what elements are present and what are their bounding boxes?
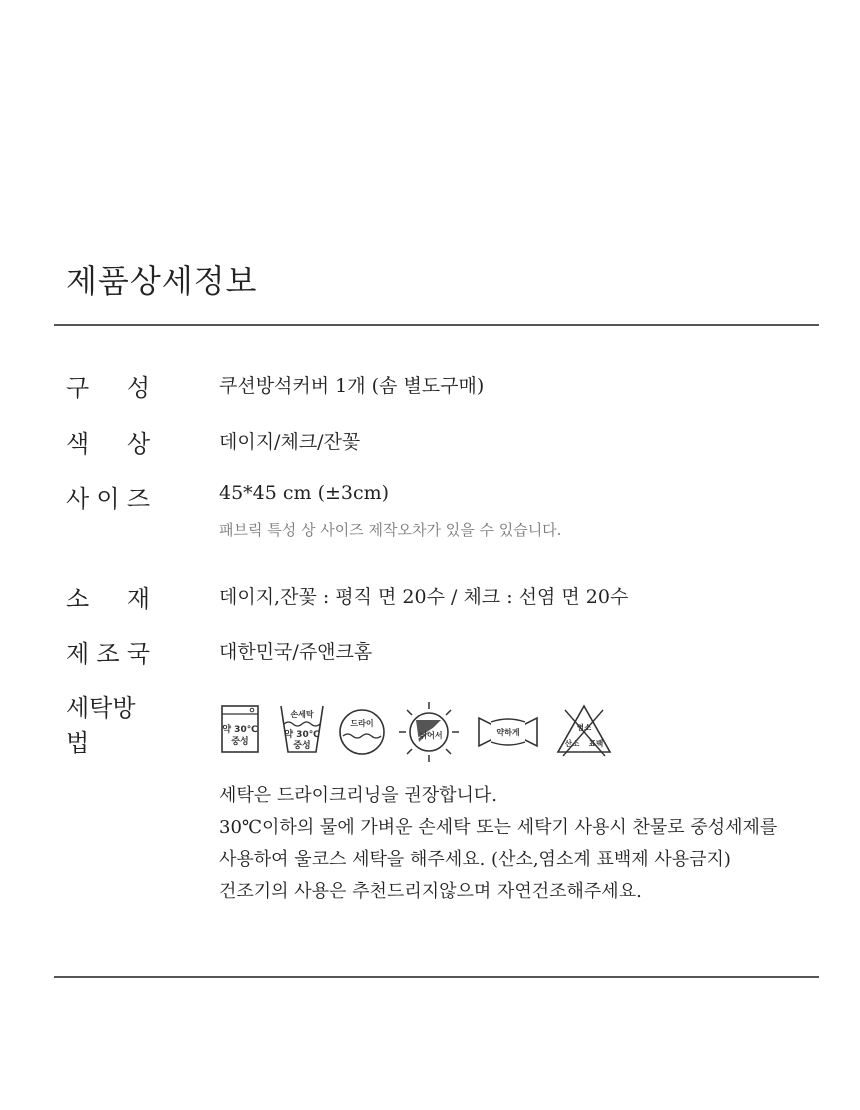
- dry-clean-icon: [337, 700, 387, 762]
- spec-value: 쿠션방석커버 1개 (솜 별도구매): [219, 375, 485, 397]
- spec-label: 제 조 국: [66, 640, 150, 668]
- top-divider: [54, 324, 819, 326]
- shade-dry-icon: [397, 700, 461, 766]
- spec-note: 패브릭 특성 상 사이즈 제작오차가 있을 수 있습니다.: [219, 521, 562, 539]
- svg-text:중성: 중성: [293, 741, 311, 751]
- bottom-divider: [54, 976, 819, 978]
- gentle-wring-icon: [475, 700, 541, 762]
- spec-label: 구 성: [66, 374, 150, 402]
- svg-text:드라이: 드라이: [350, 719, 374, 728]
- no-bleach-icon: [555, 700, 613, 762]
- spec-value: 데이지,잔꽃 : 평직 면 20수 / 체크 : 선염 면 20수: [219, 586, 629, 608]
- spec-value: 대한민국/쥬앤크홈: [219, 641, 373, 663]
- svg-text:산소: 산소: [564, 739, 580, 748]
- hand-wash-30-icon: [277, 700, 327, 762]
- svg-text:중성: 중성: [231, 737, 249, 747]
- care-line: 세탁은 드라이크리닝을 권장합니다.: [219, 785, 497, 806]
- care-instructions: [219, 780, 777, 908]
- spec-label: 세탁방법: [66, 694, 136, 757]
- svg-text:약 30℃: 약 30℃: [222, 725, 258, 735]
- svg-text:뉘어서: 뉘어서: [419, 731, 443, 740]
- care-line: 사용하여 울코스 세탁을 해주세요. (산소,염소계 표백제 사용금지): [219, 849, 731, 870]
- spec-label: 색 상: [66, 430, 150, 458]
- care-line: 30℃이하의 물에 가벼운 손세탁 또는 세탁기 사용시 찬물로 중성세제를: [219, 817, 778, 838]
- spec-label: 소 재: [66, 585, 150, 613]
- svg-text:염소: 염소: [576, 723, 592, 732]
- spec-label: 사 이 즈: [66, 485, 150, 513]
- svg-text:약 30℃: 약 30℃: [284, 730, 320, 740]
- spec-value: 데이지/체크/잔꽃: [219, 431, 361, 453]
- page-title: 제품상세정보: [66, 262, 258, 300]
- care-line: 건조기의 사용은 추천드리지않으며 자연건조해주세요.: [219, 881, 642, 902]
- svg-text:약하게: 약하게: [496, 728, 520, 737]
- spec-value: 45*45 cm (±3cm): [219, 482, 390, 504]
- washing-machine-30-icon: [219, 700, 263, 760]
- svg-text:손세탁: 손세탁: [290, 710, 314, 719]
- svg-text:표백: 표백: [588, 739, 604, 748]
